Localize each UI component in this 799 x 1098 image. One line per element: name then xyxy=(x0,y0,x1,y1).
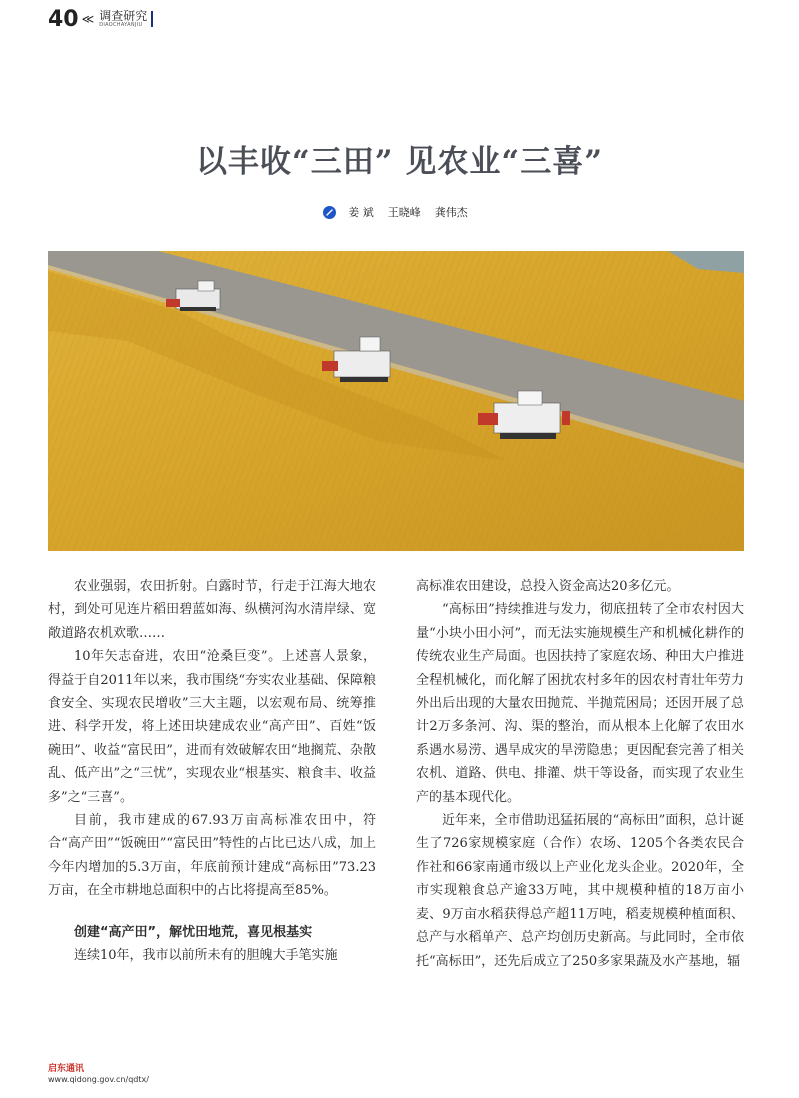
paragraph: 农业强弱，农田折射。白露时节，行走于江海大地农村，到处可见连片稻田碧蓝如海、纵横河沟水清岸绿、宽敞道路农机欢歌…… xyxy=(48,579,376,641)
page-number: 40 xyxy=(48,6,79,32)
page-header xyxy=(48,6,153,32)
section-pinyin: DIAOCHAYANJIU xyxy=(99,22,143,28)
section-title: 调查研究 xyxy=(99,9,148,23)
author-name: 龚伟杰 xyxy=(434,206,468,219)
paragraph: 目前，我市建成的67.93万亩高标准农田中，符合“高产田”“饭碗田”“富民田”特性的占比已达八成，加上今年内增加的5.3万亩，年底前预计建成“高标田”73.23万亩，在全市耕地总面积中的占比将提高至85%。 xyxy=(48,813,376,899)
column-right xyxy=(416,575,744,973)
author-name: 王晓峰 xyxy=(387,206,421,219)
section-divider xyxy=(151,11,153,27)
double-chevron-icon: ≪ xyxy=(81,12,95,26)
section-subheading: 创建“高产田”，解忧田地荒，喜见根基实 xyxy=(74,924,313,940)
paragraph: 10年矢志奋进，农田“沧桑巨变”。上述喜人景象，得益于自2011年以来，我市围绕“夯实农业基础、保障粮食安全、实现农民增收”三大主题，以宏观布局、统筹推进、科学开发，将上述田块建成农业“高产田”、百姓“饭碗田”、收益“富民田”，进而有效破解农田“地搁荒、杂散乱、低产出”之“三忧”，实现农业“根基实、粮食丰、收益多”之“三喜”。 xyxy=(48,649,376,805)
paragraph: 近年来，全市借助迅猛拓展的“高标田”面积，总计诞生了726家规模家庭（合作）农场、1205个各类农民合作社和66家南通市级以上产业化龙头企业。2020年，全市实现粮食总产逾33万吨，其中规模种植的18万亩小麦、9万亩水稻获得总产超11万吨，稻麦规模种植面积、总产与水稻单产、总产均创历史新高。与此同时，全市依托“高标田”，还先后成立了250多家果蔬及水产基地，辐 xyxy=(416,813,744,969)
column-left xyxy=(48,575,376,968)
paragraph: “高标田”持续推进与发力，彻底扭转了全市农村因大量“小块小田小河”，而无法实施规模生产和机械化耕作的传统农业生产局面。也因扶持了家庭农场、种田大户推进全程机械化，而化解了困扰农村多年的因农村青壮年劳力外出后出现的大量农田抛荒、半抛荒困局；还因开展了总计2万多条河、沟、渠的整治，而从根本上化解了农田水系遇水易涝、遇旱成灾的旱涝隐患；更因配套完善了相关农机、道路、供电、排灌、烘干等设备，而实现了农业生产的基本现代化。 xyxy=(416,602,744,805)
section-label xyxy=(99,10,147,28)
footer-url[interactable]: www.qidong.gov.cn/qdtx/ xyxy=(48,1074,149,1084)
footer-brand: 启东通讯 xyxy=(48,1064,85,1074)
harvest-photo-illustration xyxy=(48,251,744,551)
page-footer xyxy=(48,1064,149,1084)
article-title: 以丰收“三田” 见农业“三喜” xyxy=(195,144,604,180)
pen-icon xyxy=(323,206,336,219)
author-line xyxy=(0,204,799,220)
paragraph: 高标准农田建设，总投入资金高达20多亿元。 xyxy=(416,579,680,594)
author-name: 姜 斌 xyxy=(348,206,374,219)
paragraph: 连续10年，我市以前所未有的胆魄大手笔实施 xyxy=(74,948,338,964)
harvest-photo xyxy=(48,251,744,551)
